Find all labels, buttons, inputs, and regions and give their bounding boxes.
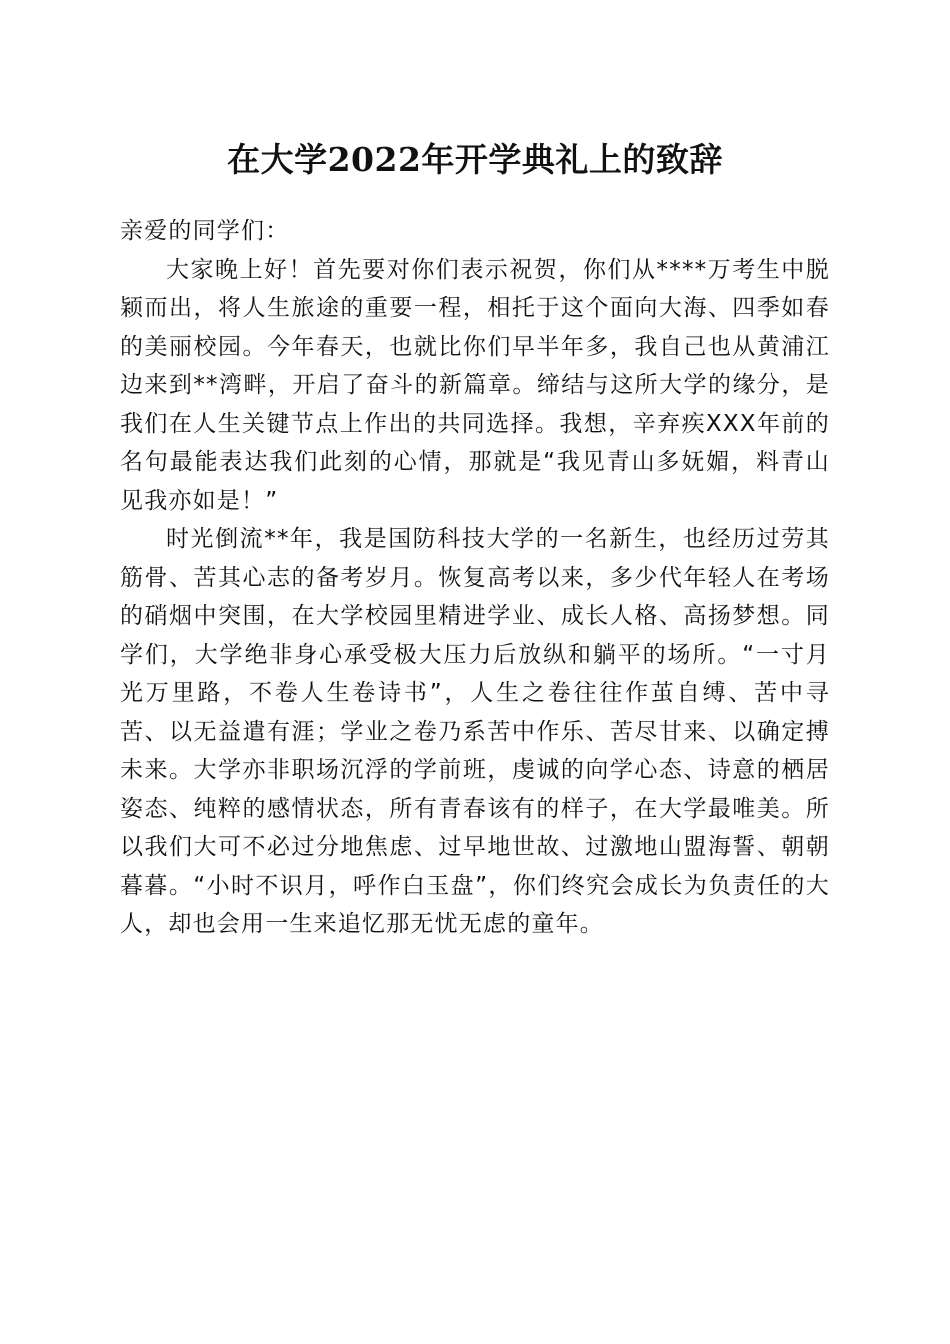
paragraph-1: 大家晚上好！首先要对你们表示祝贺，你们从****万考生中脱颖而出，将人生旅途的重要一程，相托于这个面向大海、四季如春的美丽校园。今年春天，也就比你们早半年多，我自己也从黄浦江边来到**湾畔，开启了奋斗的新篇章。缔结与这所大学的缘分，是我们在人生关键节点上作出的共同选择。我想，辛弃疾XXX年前的名句最能表达我们此刻的心情，那就是“我见青山多妩媚，料青山见我亦如是！” <box>120 256 830 514</box>
document-title: 在大学2022年开学典礼上的致辞 <box>227 140 723 179</box>
document-body <box>120 212 830 944</box>
salutation: 亲爱的同学们： <box>120 218 290 244</box>
paragraph-2: 时光倒流**年，我是国防科技大学的一名新生，也经历过劳其筋骨、苦其心志的备考岁月。恢复高考以来，多少代年轻人在考场的硝烟中突围，在大学校园里精进学业、成长人格、高扬梦想。同学们，大学绝非身心承受极大压力后放纵和躺平的场所。“一寸月光万里路，不卷人生卷诗书”，人生之卷往往作茧自缚、苦中寻苦、以无益遣有涯；学业之卷乃系苦中作乐、苦尽甘来、以确定搏未来。大学亦非职场沉浮的学前班，虔诚的向学心态、诗意的栖居姿态、纯粹的感情状态，所有青春该有的样子，在大学最唯美。所以我们大可不必过分地焦虑、过早地世故、过激地山盟海誓、朝朝暮暮。“小时不识月，呼作白玉盘”，你们终究会成长为负责任的大人，却也会用一生来追忆那无忧无虑的童年。 <box>120 526 830 937</box>
